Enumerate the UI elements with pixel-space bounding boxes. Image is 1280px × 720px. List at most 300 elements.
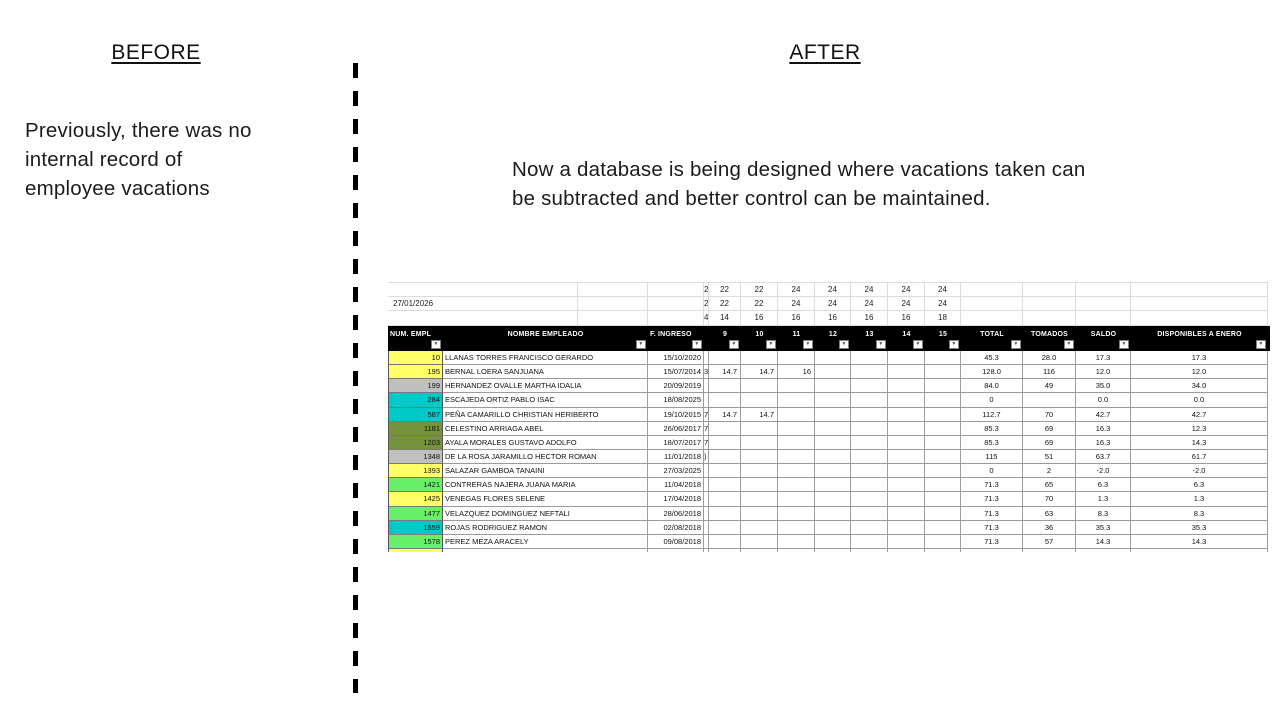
taken-cell: 69	[1023, 436, 1076, 450]
filter-button[interactable]	[949, 340, 959, 349]
day-cell	[741, 492, 778, 506]
allowance-cell: 16	[778, 311, 815, 326]
employee-number-cell: 1181	[388, 422, 443, 436]
column-header-cell	[388, 326, 443, 351]
employee-number-cell: 1425	[388, 492, 443, 506]
day-cell	[815, 422, 851, 436]
column-header-label: 10	[755, 331, 764, 339]
day-cell	[925, 408, 961, 422]
day-cell	[815, 393, 851, 407]
taken-cell: 70	[1023, 408, 1076, 422]
hire-date-cell: 18/07/2017	[648, 436, 704, 450]
pre-cell	[1023, 297, 1076, 312]
hire-date-cell: 20/09/2019	[648, 379, 704, 393]
day-cell	[925, 507, 961, 521]
filter-button[interactable]	[692, 340, 702, 349]
day-cell	[709, 507, 741, 521]
day-cell	[741, 535, 778, 549]
pre-cell	[1023, 311, 1076, 326]
bottom-sliver-row	[388, 549, 1270, 552]
hire-date-cell: 15/10/2020	[648, 351, 704, 365]
pre-cell	[1076, 311, 1131, 326]
day-cell	[778, 422, 815, 436]
balance-cell: 0.0	[1076, 393, 1131, 407]
column-header-label: 14	[902, 331, 911, 339]
day-cell	[851, 436, 888, 450]
employee-name-cell: HERNANDEZ OVALLE MARTHA IDALIA	[443, 379, 648, 393]
table-row	[388, 379, 1270, 393]
balance-cell: 42.7	[1076, 408, 1131, 422]
hire-date-cell: 26/06/2017	[648, 422, 704, 436]
employee-name-cell: SALAZAR GAMBOA TANAINI	[443, 464, 648, 478]
allowance-cell: 14	[709, 311, 741, 326]
balance-cell: 63.7	[1076, 450, 1131, 464]
taken-cell: 70	[1023, 492, 1076, 506]
filter-dropdown-icon: ▼	[1013, 341, 1019, 348]
sliver-cell	[1076, 549, 1131, 552]
day-cell	[925, 379, 961, 393]
day-cell	[851, 521, 888, 535]
available-cell: 6.3	[1131, 478, 1268, 492]
day-cell	[888, 464, 925, 478]
available-cell: -2.0	[1131, 464, 1268, 478]
employee-number-cell: 195	[388, 365, 443, 379]
day-cell	[741, 450, 778, 464]
allowance-cell: 24	[778, 282, 815, 297]
day-cell	[925, 492, 961, 506]
column-header-cell	[1023, 326, 1076, 351]
day-cell: 16	[778, 365, 815, 379]
available-cell: 42.7	[1131, 408, 1268, 422]
available-cell: 34.0	[1131, 379, 1268, 393]
employee-name-cell: VENEGAS FLORES SELENE	[443, 492, 648, 506]
sliver-cell	[1131, 549, 1268, 552]
available-cell: 12.0	[1131, 365, 1268, 379]
pre-hidden-cell: 2	[704, 297, 709, 312]
day-cell	[925, 365, 961, 379]
hire-date-cell: 15/07/2014	[648, 365, 704, 379]
taken-cell: 116	[1023, 365, 1076, 379]
day-cell	[778, 436, 815, 450]
day-cell	[815, 436, 851, 450]
table-row	[388, 535, 1270, 549]
pre-cell	[648, 297, 704, 312]
table-row	[388, 507, 1270, 521]
total-cell: 71.3	[961, 521, 1023, 535]
column-header-label: TOMADOS	[1030, 331, 1069, 339]
filter-button[interactable]	[913, 340, 923, 349]
day-cell	[815, 478, 851, 492]
allowance-cell: 24	[851, 297, 888, 312]
day-cell	[815, 450, 851, 464]
day-cell	[888, 393, 925, 407]
employee-number-cell: 1477	[388, 507, 443, 521]
day-cell	[778, 521, 815, 535]
balance-cell: 35.0	[1076, 379, 1131, 393]
day-cell	[925, 450, 961, 464]
hire-date-cell: 02/08/2018	[648, 521, 704, 535]
employee-number-cell: 1578	[388, 535, 443, 549]
table-row	[388, 393, 1270, 407]
day-cell	[888, 379, 925, 393]
day-cell	[888, 492, 925, 506]
day-cell	[709, 436, 741, 450]
total-cell: 84.0	[961, 379, 1023, 393]
day-cell	[851, 464, 888, 478]
column-header-label: SALDO	[1090, 331, 1117, 339]
filter-dropdown-icon: ▼	[731, 341, 737, 348]
balance-cell: -2.0	[1076, 464, 1131, 478]
filter-button[interactable]	[803, 340, 813, 349]
allowance-cell: 16	[888, 311, 925, 326]
filter-button[interactable]	[636, 340, 646, 349]
available-cell: 12.3	[1131, 422, 1268, 436]
filter-button[interactable]	[431, 340, 441, 349]
filter-button[interactable]	[1119, 340, 1129, 349]
taken-cell: 69	[1023, 422, 1076, 436]
balance-cell: 16.3	[1076, 436, 1131, 450]
day-cell	[709, 464, 741, 478]
day-cell	[709, 450, 741, 464]
filter-button[interactable]	[1011, 340, 1021, 349]
filter-button[interactable]	[839, 340, 849, 349]
table-row	[388, 492, 1270, 506]
day-cell	[815, 351, 851, 365]
day-cell	[741, 507, 778, 521]
sliver-cell	[851, 549, 888, 552]
hidden-cell: 3	[704, 365, 709, 379]
taken-cell: 65	[1023, 478, 1076, 492]
day-cell	[851, 379, 888, 393]
hire-date-cell: 18/08/2025	[648, 393, 704, 407]
column-header-label: 11	[792, 331, 801, 339]
pre-cell	[578, 282, 648, 297]
day-cell	[888, 507, 925, 521]
employee-number-cell: 10	[388, 351, 443, 365]
day-cell	[709, 393, 741, 407]
total-cell: 0	[961, 464, 1023, 478]
column-header-cell	[1076, 326, 1131, 351]
after-description-line: be subtracted and better control can be maintained.	[512, 187, 991, 210]
filter-dropdown-icon: ▼	[951, 341, 957, 348]
allowance-cell: 22	[709, 297, 741, 312]
day-cell	[815, 521, 851, 535]
hire-date-cell: 27/03/2025	[648, 464, 704, 478]
allowance-cell: 24	[851, 282, 888, 297]
filter-button[interactable]	[766, 340, 776, 349]
filter-dropdown-icon: ▼	[1258, 341, 1264, 348]
sliver-cell	[648, 549, 704, 552]
day-cell	[778, 492, 815, 506]
period-date-cell: 27/01/2026	[388, 297, 578, 312]
filter-button[interactable]	[876, 340, 886, 349]
taken-cell: 57	[1023, 535, 1076, 549]
day-cell	[778, 408, 815, 422]
hire-date-cell: 19/10/2015	[648, 408, 704, 422]
day-cell	[778, 507, 815, 521]
balance-cell: 6.3	[1076, 478, 1131, 492]
column-header-label: F. INGRESO	[650, 331, 692, 339]
allowance-cell: 16	[851, 311, 888, 326]
employee-name-cell: PEÑA CAMARILLO CHRISTIAN HERIBERTO	[443, 408, 648, 422]
day-cell	[778, 535, 815, 549]
employee-number-cell: 587	[388, 408, 443, 422]
table-row	[388, 351, 1270, 365]
day-cell: 14.7	[741, 365, 778, 379]
day-cell	[888, 365, 925, 379]
hidden-cell: )	[704, 450, 709, 464]
filter-dropdown-icon: ▼	[638, 341, 644, 348]
employee-name-cell: CELESTINO ARRIAGA ABEL	[443, 422, 648, 436]
pre-hidden-cell: 4	[704, 311, 709, 326]
taken-cell: 49	[1023, 379, 1076, 393]
day-cell	[741, 436, 778, 450]
pre-cell	[961, 311, 1023, 326]
day-cell	[709, 492, 741, 506]
pre-cell	[578, 311, 648, 326]
taken-cell: 2	[1023, 464, 1076, 478]
sliver-cell	[961, 549, 1023, 552]
column-header-cell	[778, 326, 815, 351]
pre-cell	[961, 297, 1023, 312]
hire-date-cell: 28/06/2018	[648, 507, 704, 521]
hidden-cell: 7	[704, 408, 709, 422]
day-cell	[925, 422, 961, 436]
day-cell	[741, 379, 778, 393]
day-cell	[851, 393, 888, 407]
day-cell	[925, 351, 961, 365]
filter-dropdown-icon: ▼	[694, 341, 700, 348]
day-cell	[851, 365, 888, 379]
employee-name-cell: CONTRERAS NAJERA JUANA MARIA	[443, 478, 648, 492]
day-cell	[815, 535, 851, 549]
day-cell	[888, 351, 925, 365]
allowance-cell: 24	[925, 297, 961, 312]
employee-number-cell: 1421	[388, 478, 443, 492]
table-row	[388, 365, 1270, 379]
pre-cell	[1076, 297, 1131, 312]
day-cell	[815, 379, 851, 393]
day-cell	[851, 492, 888, 506]
day-cell: 14.7	[741, 408, 778, 422]
employee-name-cell: VELAZQUEZ DOMINGUEZ NEFTALI	[443, 507, 648, 521]
column-header-cell	[648, 326, 704, 351]
filter-dropdown-icon: ▼	[1121, 341, 1127, 348]
day-cell	[741, 478, 778, 492]
total-cell: 112.7	[961, 408, 1023, 422]
employee-name-cell: BERNAL LOERA SANJUANA	[443, 365, 648, 379]
table-row	[388, 450, 1270, 464]
available-cell: 8.3	[1131, 507, 1268, 521]
filter-dropdown-icon: ▼	[841, 341, 847, 348]
total-cell: 85.3	[961, 436, 1023, 450]
pre-row	[388, 282, 1270, 297]
after-heading: AFTER	[789, 41, 861, 64]
filter-dropdown-icon: ▼	[805, 341, 811, 348]
allowance-cell: 24	[778, 297, 815, 312]
day-cell	[815, 464, 851, 478]
available-cell: 35.3	[1131, 521, 1268, 535]
day-cell	[815, 365, 851, 379]
day-cell: 14.7	[709, 408, 741, 422]
column-header-cell	[815, 326, 851, 351]
allowance-cell: 24	[815, 297, 851, 312]
day-cell	[741, 393, 778, 407]
pre-cell	[1131, 311, 1268, 326]
day-cell	[851, 535, 888, 549]
column-header-cell	[1131, 326, 1268, 351]
day-cell	[709, 478, 741, 492]
filter-button[interactable]	[1064, 340, 1074, 349]
employee-number-cell: 284	[388, 393, 443, 407]
taken-cell: 63	[1023, 507, 1076, 521]
hire-date-cell: 09/08/2018	[648, 535, 704, 549]
hidden-cell: 7	[704, 436, 709, 450]
before-description-line: internal record of	[25, 148, 183, 171]
dashed-divider	[353, 63, 358, 693]
column-header-cell	[741, 326, 778, 351]
pre-cell	[1131, 297, 1268, 312]
taken-cell	[1023, 393, 1076, 407]
pre-cell	[578, 297, 648, 312]
column-header-label: NOMBRE EMPLEADO	[507, 331, 584, 339]
total-cell: 128.0	[961, 365, 1023, 379]
filter-dropdown-icon: ▼	[1066, 341, 1072, 348]
day-cell	[741, 464, 778, 478]
sliver-cell	[778, 549, 815, 552]
available-cell: 61.7	[1131, 450, 1268, 464]
filter-button[interactable]	[1256, 340, 1266, 349]
total-cell: 85.3	[961, 422, 1023, 436]
allowance-cell: 18	[925, 311, 961, 326]
total-cell: 71.3	[961, 535, 1023, 549]
available-cell: 1.3	[1131, 492, 1268, 506]
total-cell: 0	[961, 393, 1023, 407]
day-cell	[925, 464, 961, 478]
pre-cell	[961, 282, 1023, 297]
balance-cell: 14.3	[1076, 535, 1131, 549]
pre-row	[388, 297, 1270, 312]
before-description-line: Previously, there was no	[25, 119, 252, 142]
before-heading: BEFORE	[111, 41, 201, 64]
pre-cell	[1076, 282, 1131, 297]
allowance-cell: 16	[815, 311, 851, 326]
allowance-cell: 16	[741, 311, 778, 326]
employee-number-cell: 199	[388, 379, 443, 393]
day-cell	[741, 422, 778, 436]
day-cell	[709, 351, 741, 365]
allowance-cell: 22	[709, 282, 741, 297]
sliver-cell	[888, 549, 925, 552]
total-cell: 45.3	[961, 351, 1023, 365]
balance-cell: 17.3	[1076, 351, 1131, 365]
day-cell	[778, 379, 815, 393]
column-header-cell	[443, 326, 648, 351]
taken-cell: 36	[1023, 521, 1076, 535]
available-cell: 0.0	[1131, 393, 1268, 407]
employee-name-cell: ESCAJEDA ORTIZ PABLO ISAC	[443, 393, 648, 407]
before-description-line: employee vacations	[25, 177, 210, 200]
filter-dropdown-icon: ▼	[915, 341, 921, 348]
filter-dropdown-icon: ▼	[768, 341, 774, 348]
day-cell	[709, 379, 741, 393]
sliver-cell	[1023, 549, 1076, 552]
before-description	[25, 116, 252, 203]
taken-cell: 51	[1023, 450, 1076, 464]
column-header-cell	[925, 326, 961, 351]
hire-date-cell: 17/04/2018	[648, 492, 704, 506]
day-cell	[925, 393, 961, 407]
table-row	[388, 478, 1270, 492]
employee-name-cell: ROJAS RODRIGUEZ RAMON	[443, 521, 648, 535]
total-cell: 71.3	[961, 507, 1023, 521]
day-cell	[778, 393, 815, 407]
day-cell	[778, 351, 815, 365]
pre-cell	[1131, 282, 1268, 297]
taken-cell: 28.0	[1023, 351, 1076, 365]
available-cell: 14.3	[1131, 535, 1268, 549]
day-cell	[851, 408, 888, 422]
day-cell	[778, 450, 815, 464]
day-cell	[741, 521, 778, 535]
table-header-row	[388, 326, 1270, 351]
allowance-cell: 24	[815, 282, 851, 297]
employee-number-cell: 1348	[388, 450, 443, 464]
balance-cell: 16.3	[1076, 422, 1131, 436]
filter-dropdown-icon: ▼	[433, 341, 439, 348]
balance-cell: 12.0	[1076, 365, 1131, 379]
day-cell	[778, 464, 815, 478]
balance-cell: 35.3	[1076, 521, 1131, 535]
total-cell: 71.3	[961, 478, 1023, 492]
column-header-label: TOTAL	[980, 331, 1004, 339]
employee-name-cell: LLANAS TORRES FRANCISCO GERARDO	[443, 351, 648, 365]
sliver-cell	[443, 549, 648, 552]
hidden-cell: 7	[704, 422, 709, 436]
day-cell	[888, 478, 925, 492]
sliver-cell	[741, 549, 778, 552]
available-cell: 17.3	[1131, 351, 1268, 365]
column-header-label: DISPONIBLES A ENERO	[1157, 331, 1242, 339]
day-cell	[851, 422, 888, 436]
day-cell	[741, 351, 778, 365]
day-cell	[709, 535, 741, 549]
allowance-cell: 22	[741, 282, 778, 297]
pre-row	[388, 311, 1270, 326]
day-cell	[709, 521, 741, 535]
day-cell	[851, 351, 888, 365]
column-header-cell	[709, 326, 741, 351]
filter-button[interactable]	[729, 340, 739, 349]
vacation-spreadsheet	[388, 282, 1270, 552]
day-cell	[888, 422, 925, 436]
total-cell: 71.3	[961, 492, 1023, 506]
pre-cell	[1023, 282, 1076, 297]
day-cell	[815, 507, 851, 521]
day-cell	[925, 535, 961, 549]
total-cell: 115	[961, 450, 1023, 464]
table-row	[388, 408, 1270, 422]
day-cell	[925, 521, 961, 535]
employee-name-cell: PEREZ MEZA ARACELY	[443, 535, 648, 549]
column-header-label: NUM. EMPL	[390, 331, 432, 339]
allowance-cell: 22	[741, 297, 778, 312]
day-cell: 14.7	[709, 365, 741, 379]
allowance-cell: 24	[925, 282, 961, 297]
employee-number-cell: 1559	[388, 521, 443, 535]
filter-dropdown-icon: ▼	[878, 341, 884, 348]
column-header-label: 9	[722, 331, 728, 339]
